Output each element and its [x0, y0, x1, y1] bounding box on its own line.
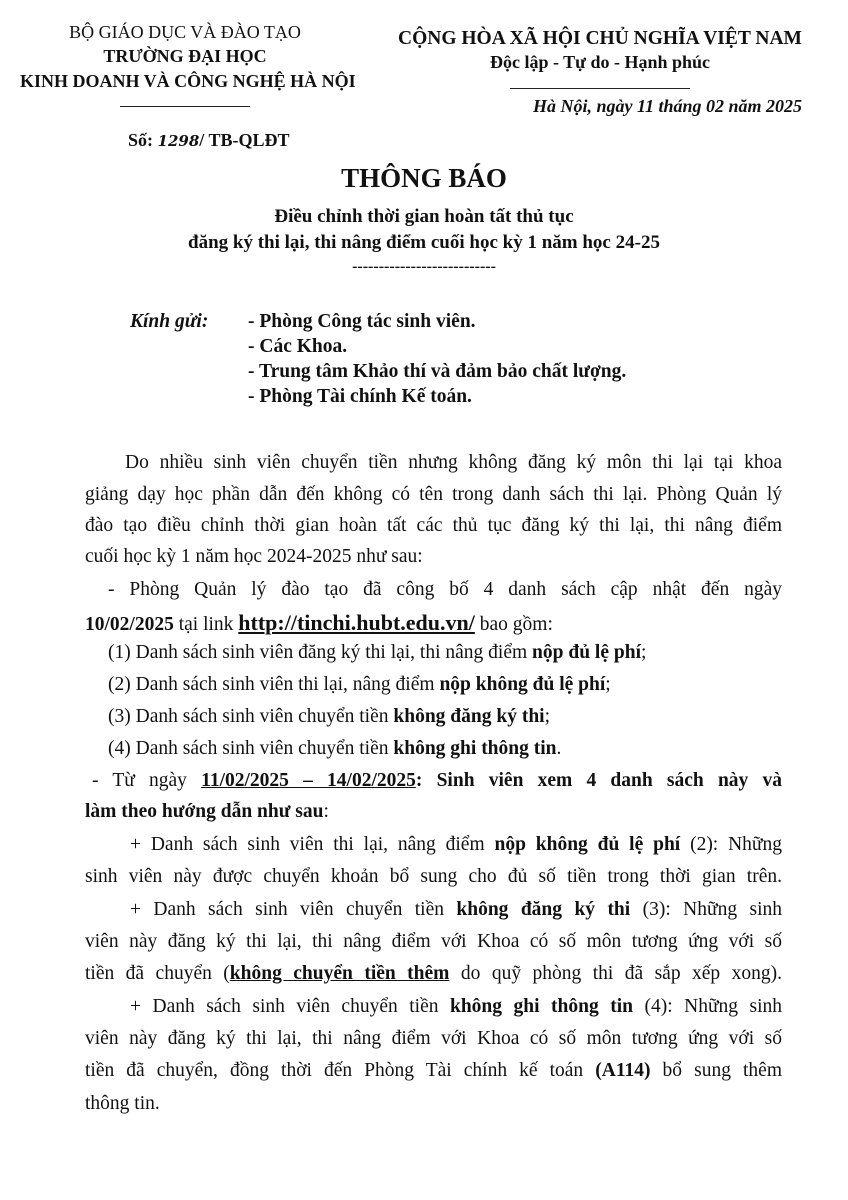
recipient-item: - Các Khoa. [248, 336, 348, 357]
body-text: (2) Danh sách sinh viên thi lại, nâng điểm [108, 674, 440, 695]
body-text: + Danh sách sinh viên chuyển tiền [130, 996, 450, 1017]
recipients-label: Kính gửi: [130, 311, 209, 332]
body-line [85, 801, 329, 823]
body-line [85, 866, 782, 888]
body-text: + Danh sách sinh viên thi lại, nâng điểm [130, 834, 495, 855]
body-text: (1) Danh sách sinh viên đăng ký thi lại, thi nâng điểm [108, 642, 533, 663]
body-text: ; [544, 706, 551, 727]
body-text: đào tạo điều chỉnh thời gian hoàn tất các thủ tục đăng ký thi lại, thi nâng điểm [85, 515, 782, 536]
recipient-item: - Phòng Tài chính Kế toán. [248, 386, 472, 407]
body-text: bổ sung thêm [650, 1060, 782, 1081]
country-name: CỘNG HÒA XÃ HỘI CHỦ NGHĨA VIỆT NAM [398, 28, 802, 49]
emphasis-text: không đăng ký thi [393, 706, 545, 727]
body-text: : [323, 801, 329, 822]
body-line [85, 610, 553, 636]
number-label: Số: [128, 130, 158, 150]
body-line [85, 1093, 160, 1115]
body-text: (4) Danh sách sinh viên chuyển tiền [108, 738, 394, 759]
emphasis-text: 10/02/2025 [85, 614, 174, 635]
emphasis-text: không chuyển tiền thêm [229, 963, 450, 984]
body-line [108, 674, 611, 696]
emphasis-text: nộp không đủ lệ phí [494, 834, 681, 855]
emphasis-text: không ghi thông tin [449, 996, 633, 1017]
body-text: ; [605, 674, 611, 695]
body-text: tại link [173, 614, 239, 635]
body-line [108, 706, 550, 728]
body-text: + Danh sách sinh viên chuyển tiền [130, 899, 457, 920]
document-number [128, 130, 289, 151]
body-text: giảng dạy học phần dẫn đến không có tên trong danh sách thi lại. Phòng Quản lý [85, 484, 782, 505]
school-name-line2: KINH DOANH VÀ CÔNG NGHỆ HÀ NỘI [20, 71, 356, 91]
body-text: tiền đã chuyển ( [85, 963, 230, 984]
body-line [130, 996, 782, 1018]
body-text: viên này đăng ký thi lại, thi nâng điểm với Khoa có số môn tương ứng với số [85, 1028, 782, 1049]
body-line [130, 899, 782, 921]
emphasis-text: 11/02/2025 – 14/02/2025 [201, 770, 416, 791]
body-line [85, 546, 423, 568]
body-line [85, 1028, 782, 1050]
body-text: tiền đã chuyển, đồng thời đến Phòng Tài chính kế toán [85, 1060, 596, 1081]
recipient-item: - Phòng Công tác sinh viên. [248, 311, 476, 332]
body-line [92, 770, 782, 792]
body-line [108, 642, 646, 664]
emphasis-text: nộp không đủ lệ phí [439, 674, 606, 695]
emphasis-text: : Sinh viên xem 4 danh sách này và [415, 770, 782, 791]
body-text: (4): Những sinh [632, 996, 783, 1017]
body-text: bao gồm: [474, 614, 553, 635]
body-line [108, 738, 561, 760]
document-date: Hà Nội, ngày 11 tháng 02 năm 2025 [532, 96, 802, 116]
body-line [85, 931, 782, 953]
subtitle-line2: đăng ký thi lại, thi nâng điểm cuối học kỳ 1 năm học 24-25 [188, 232, 660, 253]
national-motto: Độc lập - Tự do - Hạnh phúc [489, 52, 711, 72]
subtitle-line1: Điều chỉnh thời gian hoàn tất thủ tục [274, 206, 574, 227]
body-text: (3) Danh sách sinh viên chuyển tiền [108, 706, 394, 727]
ministry-name: BỘ GIÁO DỤC VÀ ĐÀO TẠO [69, 22, 301, 42]
page-title: THÔNG BÁO [341, 163, 507, 193]
school-name-line1: TRƯỜNG ĐẠI HỌC [103, 46, 267, 66]
emphasis-text: không ghi thông tin [393, 738, 557, 759]
body-text: - Từ ngày [92, 770, 202, 791]
emphasis-text: nộp đủ lệ phí [532, 642, 641, 663]
body-line [85, 515, 782, 537]
body-line [85, 1060, 782, 1082]
handwritten-number: 1298 [157, 132, 200, 150]
portal-link[interactable]: http://tinchi.hubt.edu.vn/ [238, 610, 475, 635]
body-text: - Phòng Quản lý đào tạo đã công bố 4 danh sách cập nhật đến ngày [108, 579, 782, 600]
emphasis-text: không đăng ký thi [456, 899, 631, 920]
header-right-rule [510, 88, 690, 89]
body-line [108, 579, 782, 601]
number-suffix: / TB-QLĐT [199, 130, 290, 150]
body-line [85, 963, 782, 985]
body-text: (3): Những sinh [630, 899, 782, 920]
body-text: . [556, 738, 562, 759]
emphasis-text: (A114) [595, 1060, 651, 1081]
body-line [125, 452, 782, 474]
title-divider: --------------------------- [352, 258, 496, 275]
body-text: do quỹ phòng thi đã sắp xếp xong). [449, 963, 783, 984]
body-text: ; [640, 642, 647, 663]
recipient-item: - Trung tâm Khảo thí và đảm bảo chất lượng. [248, 361, 627, 382]
body-text: thông tin. [85, 1093, 160, 1114]
emphasis-text: làm theo hướng dẫn như sau [85, 801, 324, 822]
body-line [85, 484, 782, 506]
body-text: Do nhiều sinh viên chuyển tiền nhưng không đăng ký môn thi lại tại khoa [125, 452, 782, 473]
body-text: viên này đăng ký thi lại, thi nâng điểm với Khoa có số môn tương ứng với số [85, 931, 782, 952]
header-left-rule [120, 106, 250, 107]
body-text: (2): Những [680, 834, 782, 855]
body-text: sinh viên này được chuyển khoản bổ sung cho đủ số tiền trong thời gian trên. [85, 866, 782, 887]
body-line [130, 834, 782, 856]
body-text: cuối học kỳ 1 năm học 2024-2025 như sau: [85, 546, 423, 567]
